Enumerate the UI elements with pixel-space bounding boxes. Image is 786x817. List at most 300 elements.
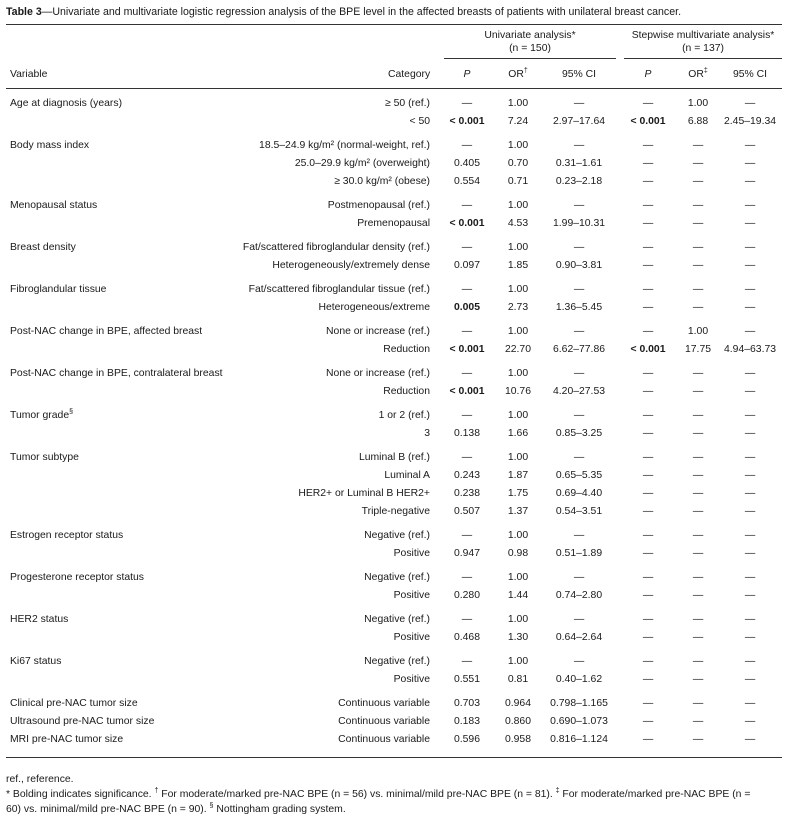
cell-or-uni: 1.00 [507,452,529,463]
cell-or-uni: 1.44 [507,590,529,601]
cell-category: < 50 [409,116,430,127]
cell-ci-uni: — [573,410,585,421]
cell-ci-uni: 0.85–3.25 [555,428,603,439]
cell-ci-uni: — [573,530,585,541]
footnote-significance: * Bolding indicates significance. † For moderate/marked pre-NAC BPE (n = 56) vs. minimal/mild pre-NAC BPE (n = 81). ‡ For moderate/marked pre-NAC BPE (n = [6,787,751,800]
cell-p-uni: — [461,530,473,541]
cell-p-multi: — [642,530,654,541]
cell-ci-multi: — [744,470,756,481]
cell-category: 1 or 2 (ref.) [378,410,430,421]
cell-or-multi: — [692,368,704,379]
cell-ci-multi: — [744,428,756,439]
cell-or-multi: — [692,488,704,499]
cell-or-uni: 0.70 [507,158,529,169]
cell-or-multi: — [692,698,704,709]
cell-or-uni: 1.66 [507,428,529,439]
cell-p-uni: — [461,410,473,421]
cell-ci-multi: — [744,386,756,397]
cell-or-multi: — [692,506,704,517]
cell-p-uni: — [461,452,473,463]
cell-variable [6,257,238,275]
cell-category: None or increase (ref.) [326,326,430,337]
cell-or-uni: 1.00 [507,98,529,109]
table-label: Table 3 [6,6,42,18]
cell-category: Continuous variable [338,698,430,709]
table-row [6,467,782,485]
cell-p-uni: < 0.001 [449,344,485,355]
cell-p-uni: 0.947 [453,548,480,559]
cell-p-multi: < 0.001 [630,344,666,355]
cell-category: Negative (ref.) [364,530,430,541]
table-row [6,239,782,257]
cell-ci-multi: — [744,218,756,229]
cell-or-uni: 1.00 [507,410,529,421]
cell-variable [6,545,238,563]
cell-variable [6,467,238,485]
cell-variable: Body mass index [10,140,90,151]
cell-ci-uni: — [573,98,585,109]
col-or-uni: OR† [496,63,540,89]
cell-ci-uni: 0.54–3.51 [555,506,603,517]
cell-p-uni: 0.183 [453,716,480,727]
table-row [6,545,782,563]
cell-ci-uni: — [573,572,585,583]
table-row [6,569,782,587]
cell-ci-multi: — [744,488,756,499]
table-row [6,527,782,545]
cell-p-multi: — [642,158,654,169]
cell-ci-uni: 1.36–5.45 [555,302,603,313]
cell-or-uni: 1.75 [507,488,529,499]
cell-variable: Ultrasound pre-NAC tumor size [10,716,155,727]
cell-ci-multi: — [744,242,756,253]
cell-ci-uni: 0.69–4.40 [555,488,603,499]
cell-or-multi: — [692,242,704,253]
table-row [6,341,782,359]
cell-p-uni: < 0.001 [449,386,485,397]
cell-or-multi: — [692,302,704,313]
table-row [6,587,782,605]
cell-variable [6,113,238,131]
cell-p-uni: — [461,284,473,295]
cell-ci-multi: — [744,284,756,295]
cell-ci-multi: — [744,698,756,709]
cell-variable [6,215,238,233]
cell-ci-uni: 0.798–1.165 [550,698,608,709]
cell-category: ≥ 50 (ref.) [385,98,430,109]
cell-p-multi: — [642,260,654,271]
cell-or-multi: — [692,716,704,727]
cell-category: None or increase (ref.) [326,368,430,379]
table-row [6,215,782,233]
cell-category: Heterogeneous/extreme [318,302,430,313]
cell-p-uni: 0.238 [453,488,480,499]
table-row [6,383,782,401]
cell-variable [6,671,238,689]
cell-ci-uni: 1.99–10.31 [553,218,606,229]
table-row [6,407,782,425]
cell-or-multi: — [692,632,704,643]
col-ci-uni: 95% CI [540,63,618,89]
cell-ci-multi: — [744,548,756,559]
cell-p-multi: — [642,98,654,109]
cell-variable [6,629,238,647]
cell-or-uni: 1.87 [507,470,529,481]
cell-or-uni: 1.00 [507,242,529,253]
cell-or-multi: — [692,200,704,211]
cell-p-uni: — [461,326,473,337]
cell-category: Negative (ref.) [364,614,430,625]
cell-category: Luminal A [384,470,430,481]
cell-or-uni: 1.37 [507,506,529,517]
cell-ci-uni: 6.62–77.86 [553,344,606,355]
cell-p-uni: < 0.001 [449,116,485,127]
cell-p-multi: — [642,506,654,517]
cell-or-multi: 17.75 [685,344,712,355]
cell-ci-uni: 0.31–1.61 [555,158,603,169]
cell-ci-multi: 4.94–63.73 [724,344,777,355]
cell-category: Reduction [383,344,430,355]
cell-ci-multi: — [744,260,756,271]
cell-p-multi: — [642,428,654,439]
cell-ci-multi: — [744,572,756,583]
cell-or-uni: 1.00 [507,368,529,379]
cell-ci-multi: — [744,326,756,337]
cell-category: Luminal B (ref.) [358,452,430,463]
cell-p-multi: — [642,470,654,481]
cell-ci-uni: 4.20–27.53 [553,386,606,397]
table-row [6,323,782,341]
col-p-multi: P [618,63,678,89]
table-row [6,611,782,629]
cell-variable: HER2 status [10,614,69,625]
cell-p-multi: — [642,656,654,667]
cell-variable: Post-NAC change in BPE, contralateral breast [10,368,223,379]
table-row [6,653,782,671]
cell-variable [6,383,238,401]
cell-p-multi: — [642,614,654,625]
cell-ci-uni: — [573,452,585,463]
univariate-n: (n = 150) [509,42,551,54]
cell-or-uni: 22.70 [504,344,531,355]
group-header-row [6,25,782,64]
cell-variable [6,425,238,443]
cell-or-uni: 1.00 [507,140,529,151]
multivariate-n: (n = 137) [682,42,724,54]
cell-p-uni: — [461,200,473,211]
cell-variable: Breast density [10,242,76,253]
cell-or-multi: — [692,140,704,151]
cell-variable: Clinical pre-NAC tumor size [10,698,138,709]
cell-variable [6,299,238,317]
cell-ci-multi: — [744,158,756,169]
cell-ci-multi: 2.45–19.34 [724,116,777,127]
cell-p-multi: — [642,200,654,211]
table-row [6,137,782,155]
table-row [6,713,782,731]
cell-or-uni: 0.964 [504,698,531,709]
cell-category: Positive [393,548,430,559]
multivariate-group-header [618,25,782,64]
cell-or-uni: 1.00 [507,326,529,337]
cell-or-uni: 1.00 [507,530,529,541]
cell-or-multi: — [692,428,704,439]
cell-or-uni: 1.00 [507,200,529,211]
cell-category: Positive [393,632,430,643]
cell-p-multi: — [642,698,654,709]
cell-or-multi: — [692,590,704,601]
cell-or-uni: 1.00 [507,656,529,667]
table-row [6,695,782,713]
cell-p-multi: — [642,368,654,379]
col-or-multi: OR‡ [678,63,718,89]
cell-variable: Estrogen receptor status [10,530,124,541]
cell-ci-uni: 0.74–2.80 [555,590,603,601]
table-row [6,449,782,467]
cell-or-multi: — [692,284,704,295]
cell-ci-multi: — [744,302,756,313]
cell-or-multi: — [692,410,704,421]
cell-ci-multi: — [744,590,756,601]
cell-or-uni: 1.00 [507,572,529,583]
cell-or-multi: — [692,674,704,685]
cell-or-uni: 0.958 [504,734,531,745]
table-row [6,671,782,689]
cell-or-uni: 1.85 [507,260,529,271]
cell-or-multi: — [692,176,704,187]
cell-ci-multi: — [744,734,756,745]
cell-p-uni: — [461,368,473,379]
cell-variable: Tumor subtype [10,452,79,463]
table-row [6,281,782,299]
table-row [6,173,782,191]
cell-p-multi: < 0.001 [630,116,666,127]
cell-p-multi: — [642,284,654,295]
table-row [6,425,782,443]
table-row [6,257,782,275]
column-header-row [6,63,782,89]
cell-variable: Menopausal status [10,200,98,211]
cell-ci-multi: — [744,506,756,517]
cell-ci-multi: — [744,200,756,211]
cell-or-multi: — [692,530,704,541]
cell-or-multi: — [692,158,704,169]
cell-ci-uni: — [573,200,585,211]
table-caption-text: —Univariate and multivariate logistic regression analysis of the BPE level in the affected breasts of patients with unilateral breast cancer. [41,6,682,18]
cell-category: 3 [424,428,430,439]
col-variable: Variable [6,63,238,89]
cell-ci-uni: — [573,656,585,667]
cell-or-uni: 10.76 [504,386,531,397]
cell-p-multi: — [642,716,654,727]
cell-variable: Ki67 status [10,656,62,667]
cell-or-uni: 1.00 [507,614,529,625]
cell-or-uni: 0.71 [507,176,529,187]
cell-category: HER2+ or Luminal B HER2+ [298,488,430,499]
cell-ci-multi: — [744,716,756,727]
cell-or-uni: 0.81 [507,674,529,685]
cell-or-multi: — [692,452,704,463]
cell-category: Positive [393,590,430,601]
cell-or-uni: 2.73 [507,302,529,313]
cell-p-uni: — [461,242,473,253]
cell-ci-uni: 0.23–2.18 [555,176,603,187]
cell-or-uni: 0.860 [504,716,531,727]
table-footnotes [6,772,780,817]
table-row [6,197,782,215]
cell-ci-multi: — [744,530,756,541]
cell-p-uni: — [461,140,473,151]
cell-p-uni: 0.243 [453,470,480,481]
cell-p-multi: — [642,410,654,421]
cell-variable: Age at diagnosis (years) [10,98,123,109]
cell-or-multi: — [692,656,704,667]
cell-category: 18.5–24.9 kg/m² (normal-weight, ref.) [259,140,430,151]
cell-or-multi: — [692,218,704,229]
table-row [6,365,782,383]
table-row [6,731,782,749]
cell-ci-uni: 0.64–2.64 [555,632,603,643]
cell-ci-uni: 0.51–1.89 [555,548,603,559]
cell-category: 25.0–29.9 kg/m² (overweight) [294,158,430,169]
cell-or-multi: — [692,548,704,559]
cell-ci-multi: — [744,674,756,685]
cell-p-uni: < 0.001 [449,218,485,229]
cell-or-multi: 1.00 [687,326,709,337]
cell-category: Positive [393,674,430,685]
cell-ci-uni: 0.816–1.124 [550,734,608,745]
cell-category: Fat/scattered fibroglandular tissue (ref.) [248,284,430,295]
cell-p-multi: — [642,326,654,337]
cell-category: ≥ 30.0 kg/m² (obese) [334,176,430,187]
cell-category: Negative (ref.) [364,572,430,583]
cell-ci-multi: — [744,452,756,463]
cell-variable: Fibroglandular tissue [10,284,107,295]
cell-category: Reduction [383,386,430,397]
cell-p-uni: 0.280 [453,590,480,601]
cell-ci-multi: — [744,140,756,151]
cell-ci-uni: 0.65–5.35 [555,470,603,481]
cell-ci-multi: — [744,656,756,667]
cell-p-multi: — [642,488,654,499]
cell-p-multi: — [642,302,654,313]
regression-table [6,24,782,758]
cell-ci-uni: 2.97–17.64 [553,116,606,127]
footnote-ref: ref., reference. [6,774,74,785]
cell-variable [6,155,238,173]
cell-ci-multi: — [744,632,756,643]
cell-p-uni: 0.507 [453,506,480,517]
cell-or-uni: 1.00 [507,284,529,295]
cell-ci-multi: — [744,368,756,379]
col-p-uni: P [438,63,496,89]
cell-ci-uni: — [573,284,585,295]
cell-or-multi: — [692,734,704,745]
cell-category: Fat/scattered fibroglandular density (ref.) [242,242,430,253]
cell-p-uni: — [461,614,473,625]
cell-p-multi: — [642,572,654,583]
cell-variable: Post-NAC change in BPE, affected breast [10,326,203,337]
table-row [6,629,782,647]
cell-ci-uni: 0.90–3.81 [555,260,603,271]
univariate-group-header [438,25,618,64]
cell-p-multi: — [642,590,654,601]
cell-ci-uni: — [573,140,585,151]
cell-or-multi: — [692,470,704,481]
cell-or-multi: — [692,260,704,271]
cell-or-multi: 1.00 [687,98,709,109]
cell-p-multi: — [642,674,654,685]
cell-p-uni: 0.468 [453,632,480,643]
cell-category: Triple-negative [361,506,430,517]
cell-variable [6,503,238,521]
cell-ci-multi: — [744,176,756,187]
cell-category: Continuous variable [338,716,430,727]
cell-or-uni: 0.98 [507,548,529,559]
cell-p-uni: 0.554 [453,176,480,187]
cell-or-uni: 4.53 [507,218,529,229]
cell-category: Premenopausal [357,218,430,229]
cell-or-multi: — [692,614,704,625]
cell-p-multi: — [642,176,654,187]
cell-p-uni: 0.138 [453,428,480,439]
col-category: Category [238,63,438,89]
cell-ci-uni: 0.690–1.073 [550,716,608,727]
cell-p-multi: — [642,218,654,229]
cell-variable: Progesterone receptor status [10,572,144,583]
cell-p-multi: — [642,140,654,151]
cell-or-uni: 7.24 [507,116,529,127]
table-row [6,113,782,131]
cell-or-multi: 6.88 [687,116,709,127]
cell-p-uni: 0.703 [453,698,480,709]
cell-ci-uni: — [573,242,585,253]
cell-p-uni: 0.005 [453,302,480,313]
cell-p-multi: — [642,548,654,559]
cell-ci-multi: — [744,410,756,421]
cell-p-uni: 0.405 [453,158,480,169]
cell-variable [6,341,238,359]
cell-or-multi: — [692,572,704,583]
cell-or-multi: — [692,386,704,397]
cell-p-multi: — [642,734,654,745]
cell-variable [6,587,238,605]
cell-p-multi: — [642,452,654,463]
cell-or-uni: 1.30 [507,632,529,643]
col-ci-multi: 95% CI [718,63,782,89]
cell-variable: Tumor grade§ [10,408,74,421]
cell-p-uni: 0.551 [453,674,480,685]
table-row [6,503,782,521]
univariate-title: Univariate analysis* [484,30,576,41]
multivariate-title: Stepwise multivariate analysis* [631,30,775,41]
cell-ci-uni: — [573,614,585,625]
cell-category: Continuous variable [338,734,430,745]
table-row [6,485,782,503]
cell-variable [6,485,238,503]
cell-p-multi: — [642,632,654,643]
cell-p-multi: — [642,242,654,253]
cell-p-uni: 0.596 [453,734,480,745]
cell-category: Postmenopausal (ref.) [327,200,430,211]
cell-p-uni: 0.097 [453,260,480,271]
cell-variable [6,173,238,191]
footnote-continued: 60) vs. minimal/mild pre-NAC BPE (n = 90). § Nottingham grading system. [6,802,346,815]
cell-p-uni: — [461,656,473,667]
cell-variable: MRI pre-NAC tumor size [10,734,124,745]
table-row [6,155,782,173]
cell-p-multi: — [642,386,654,397]
